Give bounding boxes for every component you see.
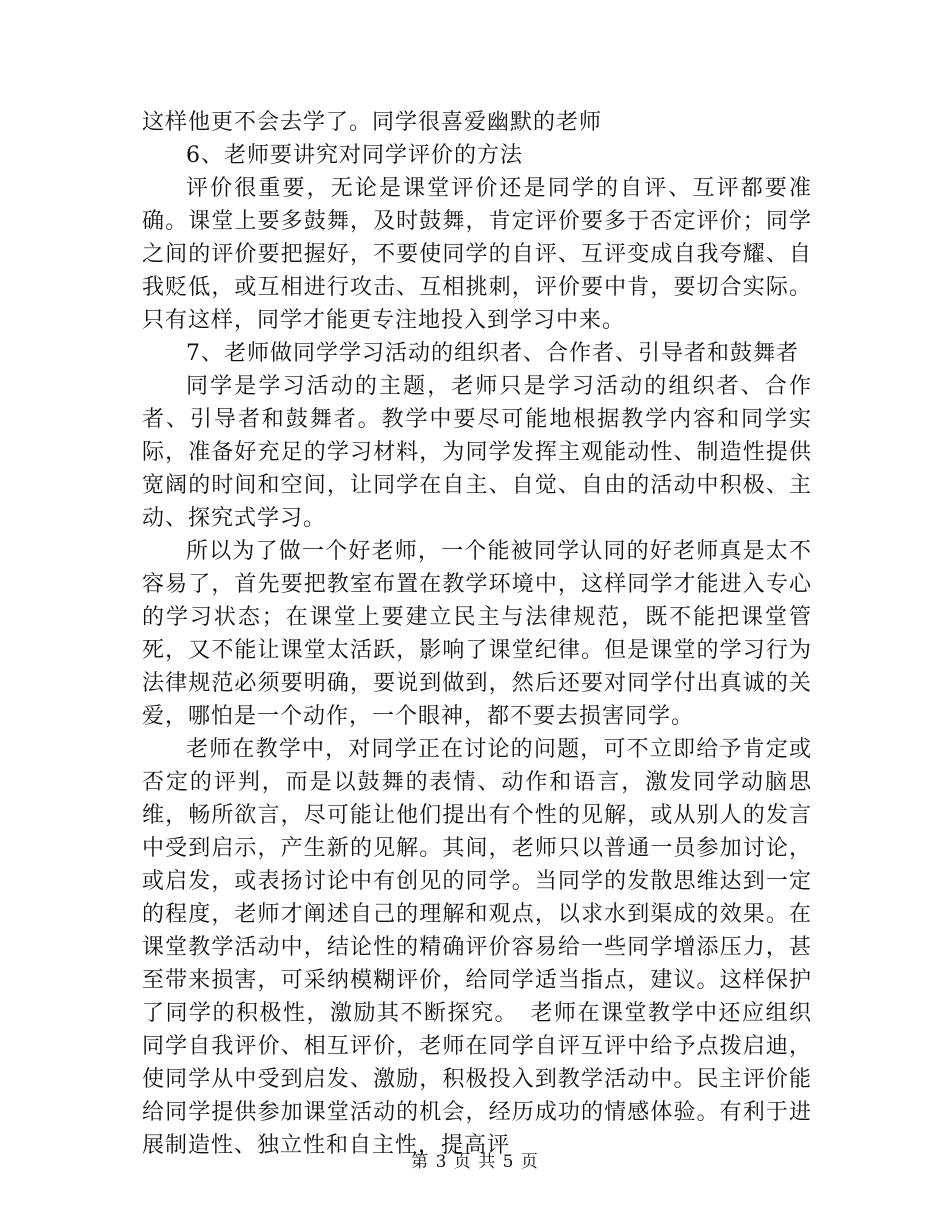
document-body <box>142 106 812 1162</box>
section-heading-6: 6、老师要讲究对同学评价的方法 <box>186 143 523 168</box>
paragraph-good-teacher: 所以为了做一个好老师，一个能被同学认同的好老师真是太不容易了，首先要把教室布置在教学环境中，这样同学才能进入专心的学习状态；在课堂上要建立民主与法律规范，既不能把课堂管死，又不能让课堂太活跃，影响了课堂纪律。但是课堂的学习行为法律规范必须要明确，要说到做到，然后还要对同学付出真诚的关爱，哪怕是一个动作，一个眼神，都不要去损害同学。 <box>142 539 812 729</box>
paragraph-learning-activities: 同学是学习活动的主题，老师只是学习活动的组织者、合作者、引导者和鼓舞者。教学中要尽可能地根据教学内容和同学实际，准备好充足的学习材料，为同学发挥主观能动性、制造性提供宽阔的时间和空间，让同学在自主、自觉、自由的活动中积极、主动、探究式学习。 <box>142 374 812 531</box>
paragraph-continuation: 这样他更不会去学了。同学很喜爱幽默的老师 <box>142 110 603 135</box>
section-heading-7: 7、老师做同学学习活动的组织者、合作者、引导者和鼓舞者 <box>186 341 799 366</box>
paragraph-evaluation: 评价很重要，无论是课堂评价还是同学的自评、互评都要准确。课堂上要多鼓舞，及时鼓舞，肯定评价要多于否定评价；同学之间的评价要把握好，不要使同学的自评、互评变成自我夸耀、自我贬低，或互相进行攻击、互相挑刺，评价要中肯，要切合实际。只有这样，同学才能更专注地投入到学习中来。 <box>142 176 812 333</box>
paragraph-classroom-evaluation: 老师在教学中，对同学正在讨论的问题，可不立即给予肯定或否定的评判，而是以鼓舞的表情、动作和语言，激发同学动脑思维，畅所欲言，尽可能让他们提出有个性的见解，或从别人的发言中受到启示，产生新的见解。其间，老师只以普通一员参加讨论，或启发，或表扬讨论中有创见的同学。当同学的发散思维达到一定的程度，老师才阐述自己的理解和观点，以求水到渠成的效果。在课堂教学活动中，结论性的精确评价容易给一些同学增添压力，甚至带来损害，可采纳模糊评价，给同学适当指点，建议。这样保护了同学的积极性，激励其不断探究。 老师在课堂教学中还应组织同学自我评价、相互评价，老师在同学自评互评中给予点拨启迪，使同学从中受到启发、激励，积极投入到教学活动中。民主评价能给同学提供参加课堂活动的机会，经历成功的情感体验。有利于进展制造性、独立性和自主性，提高评 <box>142 737 812 1158</box>
page-number-label: 第 3 页 共 5 页 <box>411 1152 539 1172</box>
page-footer <box>0 1150 950 1174</box>
